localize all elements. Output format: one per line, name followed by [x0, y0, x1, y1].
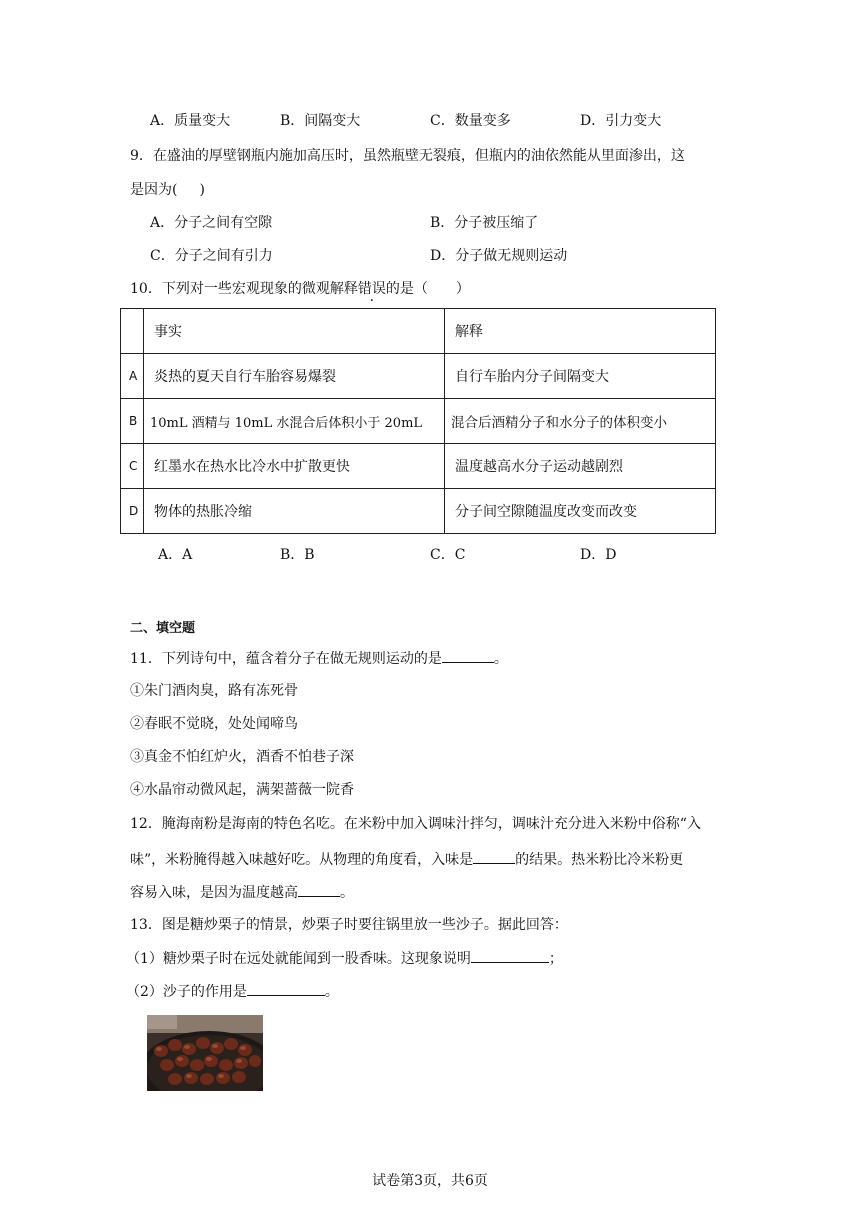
q10-option-b: B．B: [280, 547, 315, 563]
table-header-row: [121, 309, 716, 354]
q12-line3: [130, 882, 354, 903]
q9-option-c: C．分子之间有引力: [150, 248, 273, 264]
q9-option-b: B．分子被压缩了: [430, 215, 539, 231]
q10-stem-emphasis: 错误: [357, 281, 386, 297]
table-row: [121, 354, 716, 399]
q13-part1: [126, 948, 563, 969]
table-row: [121, 399, 716, 444]
q13-part1-suffix: ；: [548, 951, 563, 967]
table-header-cell: 事实: [144, 309, 445, 354]
q11-item: ①朱门酒肉臭，路有冻死骨: [130, 683, 298, 699]
q8-option-c: C．数量变多: [430, 113, 511, 129]
section-title: 二、填空题: [130, 621, 196, 636]
q8-option-b: B．间隔变大: [280, 113, 361, 129]
table-cell: D: [121, 489, 144, 534]
q12-line2-suffix: 的结果。热米粉比冷米粉更: [515, 852, 684, 868]
table-header-cell: 解释: [445, 309, 716, 354]
q10-option-c: C．C: [430, 547, 466, 563]
q8-option-d: D．引力变大: [580, 113, 662, 129]
q13-part2-prefix: （2）沙子的作用是: [126, 984, 247, 1000]
table-cell: B: [121, 399, 144, 444]
q9-stem-line2: [130, 180, 205, 200]
q11-item: ②春眠不觉晓，处处闻啼鸟: [130, 716, 298, 732]
q13-stem: 13．图是糖炒栗子的情景，炒栗子时要往锅里放一些沙子。据此回答：: [130, 917, 568, 933]
q11-item: ③真金不怕红炉火，酒香不怕巷子深: [130, 749, 354, 765]
q11-item: ④水晶帘动微风起，满架蔷薇一院香: [130, 782, 354, 798]
table-cell: A: [121, 354, 144, 399]
table-cell: 分子间空隙随温度改变而改变: [445, 489, 716, 534]
q13-part2: [126, 981, 339, 1002]
table-cell: 红墨水在热水比冷水中扩散更快: [144, 444, 445, 489]
table-cell: 混合后酒精分子和水分子的体积变小: [445, 399, 716, 444]
q10-option-a: A．A: [158, 547, 193, 563]
q13-part1-prefix: （1）糖炒栗子时在远处就能闻到一股香味。这现象说明: [126, 951, 471, 967]
q8-option-a: A．质量变大: [150, 113, 231, 129]
q9-stem-suffix: ): [199, 182, 205, 198]
table-cell: 炎热的夏天自行车胎容易爆裂: [144, 354, 445, 399]
q9-stem-line1: 9．在盛油的厚壁钢瓶内施加高压时，虽然瓶壁无裂痕，但瓶内的油依然能从里面渗出，这: [130, 148, 685, 164]
q12-line2: [130, 849, 683, 870]
page-footer: 试卷第3页，共6页: [372, 1173, 488, 1189]
q11-stem-prefix: 11．下列诗句中，蕴含着分子在做无规则运动的是: [130, 651, 442, 667]
q10-table: [120, 308, 716, 534]
q12-line2-prefix: 味”，米粉腌得越入味越好吃。从物理的角度看，入味是: [130, 852, 474, 868]
table-cell: 10mL 酒精与 10mL 水混合后体积小于 20mL: [144, 399, 445, 444]
chestnut-photo-image: [147, 1015, 263, 1091]
table-cell: 温度越高水分子运动越剧烈: [445, 444, 716, 489]
q13-part2-suffix: 。: [324, 984, 339, 1000]
q9-option-a: A．分子之间有空隙: [150, 215, 273, 231]
q13-answer-blank-2[interactable]: [247, 981, 325, 996]
chestnut-photo: [147, 1015, 263, 1091]
q11-stem-suffix: 。: [493, 651, 508, 667]
q12-answer-blank-1[interactable]: [473, 849, 515, 864]
q13-answer-blank-1[interactable]: [471, 948, 549, 963]
table-header-cell: [121, 309, 144, 354]
q10-stem-suffix: 的是（ ）: [385, 281, 470, 297]
q10-option-d: D．D: [580, 547, 617, 563]
table-cell: 物体的热胀冷缩: [144, 489, 445, 534]
q12-answer-blank-2[interactable]: [298, 882, 340, 897]
q9-option-d: D．分子做无规则运动: [430, 248, 568, 264]
q10-stem-prefix: 10．下列对一些宏观现象的微观解释: [130, 281, 358, 297]
q12-line3-suffix: 。: [340, 885, 354, 901]
q11-stem: [130, 648, 508, 669]
q12-line1: 12．腌海南粉是海南的特色名吃。在米粉中加入调味汁拌匀，调味汁充分进入米粉中俗称“入: [130, 816, 701, 832]
q11-answer-blank[interactable]: [442, 648, 494, 663]
q10-stem: [130, 279, 470, 299]
table-row: [121, 489, 716, 534]
table-cell: 自行车胎内分子间隔变大: [445, 354, 716, 399]
table-row: [121, 444, 716, 489]
table-cell: C: [121, 444, 144, 489]
q12-line3-prefix: 容易入味，是因为温度越高: [130, 885, 298, 901]
q9-stem-prefix: 是因为(: [130, 182, 178, 198]
